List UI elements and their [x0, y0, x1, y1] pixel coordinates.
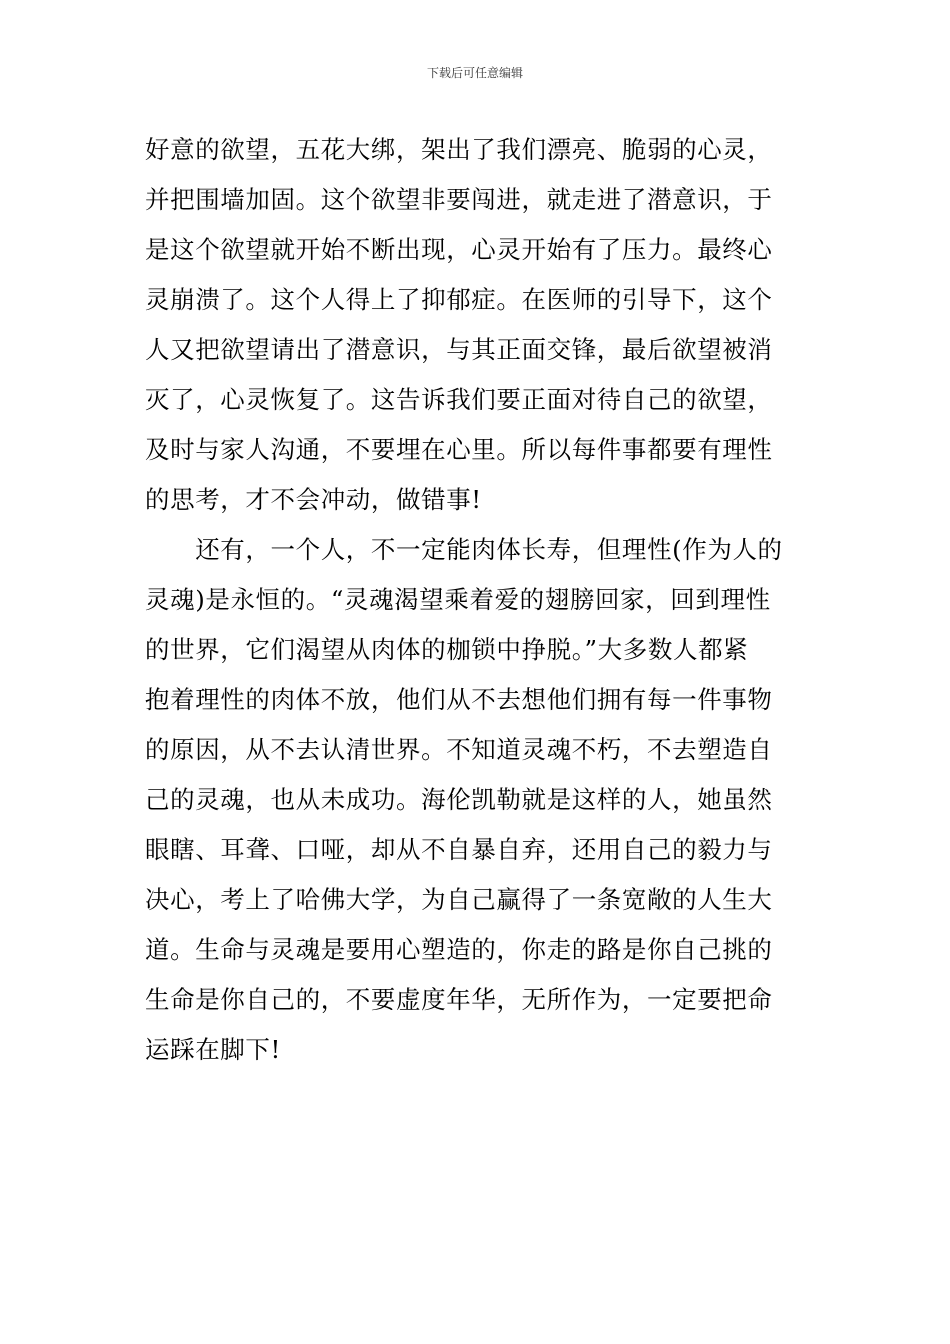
- text-line: 的原因，从不去认清世界。不知道灵魂不朽，不去塑造自: [145, 735, 773, 764]
- text-line: 眼瞎、耳聋、口哑，却从不自暴自弃，还用自己的毅力与: [145, 835, 773, 864]
- text-line: 并把围墙加固。这个欲望非要闯进，就走进了潜意识，于: [145, 185, 773, 214]
- page-header: 下载后可任意编辑: [426, 66, 523, 80]
- text-line: 灵魂)是永恒的。“灵魂渴望乘着爱的翅膀回家，回到理性: [145, 585, 771, 614]
- text-line: 道。生命与灵魂是要用心塑造的，你走的路是你自己挑的: [145, 935, 773, 964]
- text-line: 灭了，心灵恢复了。这告诉我们要正面对待自己的欲望，: [145, 385, 773, 414]
- text-line: 运踩在脚下!: [145, 1035, 281, 1064]
- text-line: 及时与家人沟通，不要埋在心里。所以每件事都要有理性: [145, 435, 773, 464]
- text-line: 灵崩溃了。这个人得上了抑郁症。在医师的引导下，这个: [145, 285, 773, 314]
- text-line: 抱着理性的肉体不放，他们从不去想他们拥有每一件事物: [145, 685, 773, 714]
- text-line: 还有，一个人，不一定能肉体长寿，但理性(作为人的: [145, 535, 783, 564]
- text-line: 人又把欲望请出了潜意识，与其正面交锋，最后欲望被消: [145, 335, 773, 364]
- text-line: 好意的欲望，五花大绑，架出了我们漂亮、脆弱的心灵，: [145, 135, 773, 164]
- text-line: 的世界，它们渴望从肉体的枷锁中挣脱。”大多数人都紧: [145, 635, 749, 664]
- text-line: 生命是你自己的，不要虚度年华，无所作为，一定要把命: [145, 985, 773, 1014]
- text-line: 己的灵魂，也从未成功。海伦凯勒就是这样的人，她虽然: [145, 785, 773, 814]
- text-line: 的思考，才不会冲动，做错事!: [145, 485, 482, 514]
- text-line: 决心，考上了哈佛大学，为自己赢得了一条宽敞的人生大: [145, 885, 773, 914]
- text-line: 是这个欲望就开始不断出现，心灵开始有了压力。最终心: [145, 235, 773, 264]
- body-text: [145, 125, 807, 1075]
